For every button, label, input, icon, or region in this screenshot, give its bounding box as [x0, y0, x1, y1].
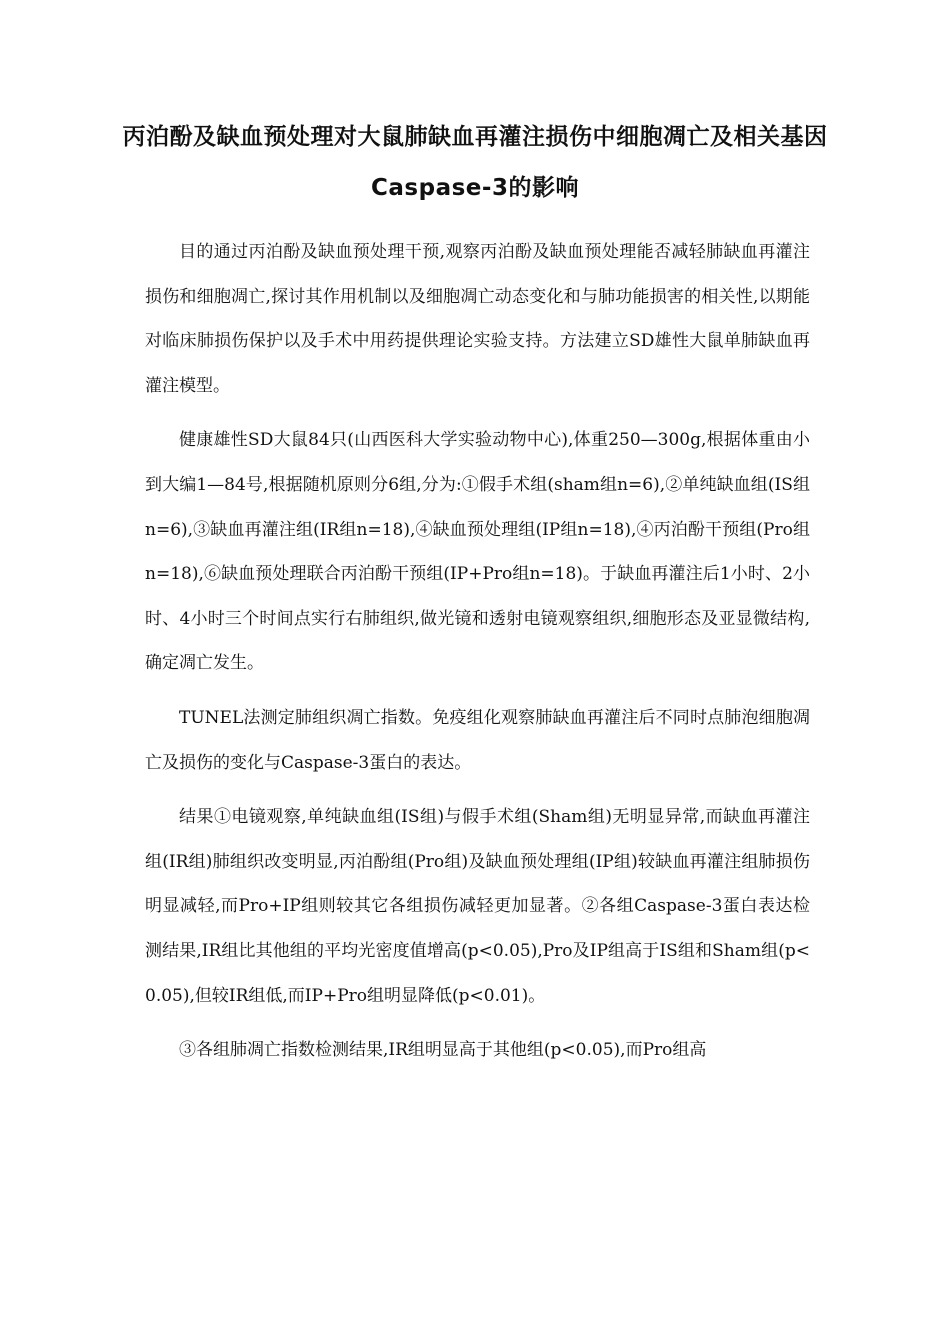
- paragraph-results: 结果①电镜观察,单纯缺血组(IS组)与假手术组(Sham组)无明显异常,而缺血再灌注组(IR组)肺组织改变明显,丙泊酚组(Pro组)及缺血预处理组(IP组)较缺血再灌注组肺损伤明显减轻,而Pro+IP组则较其它各组损伤减轻更加显著。②各组Caspase-3蛋白表达检测结果,IR组比其他组的平均光密度值增高(p<0.05),Pro及IP组高于IS组和Sham组(p<0.05),但较IR组低,而IP+Pro组明显降低(p<0.01)。: [145, 807, 811, 1006]
- paragraph-objective: 目的通过丙泊酚及缺血预处理干预,观察丙泊酚及缺血预处理能否减轻肺缺血再灌注损伤和细胞凋亡,探讨其作用机制以及细胞凋亡动态变化和与肺功能损害的相关性,以期能对临床肺损伤保护以及手术中用药提供理论实验支持。方法建立SD雄性大鼠单肺缺血再灌注模型。: [145, 242, 810, 396]
- paragraph-apoptosis-index: ③各组肺凋亡指数检测结果,IR组明显高于其他组(p<0.05),而Pro组高: [179, 1040, 707, 1061]
- document-body: [145, 230, 810, 1083]
- paragraph-grouping: 健康雄性SD大鼠84只(山西医科大学实验动物中心),体重250—300g,根据体重由小到大编1—84号,根据随机原则分6组,分为:①假手术组(sham组n=6),②单纯缺血组(IS组n=6),③缺血再灌注组(IR组n=18),④缺血预处理组(IP组n=18),④丙泊酚干预组(Pro组n=18),⑥缺血预处理联合丙泊酚干预组(IP+Pro组n=18)。于缺血再灌注后1小时、2小时、4小时三个时间点实行右肺组织,做光镜和透射电镜观察组织,细胞形态及亚显微结构,确定凋亡发生。: [145, 430, 810, 674]
- document-title: 丙泊酚及缺血预处理对大鼠肺缺血再灌注损伤中细胞凋亡及相关基因Caspase-3的影响: [122, 124, 828, 201]
- paragraph-tunel: TUNEL法测定肺组织凋亡指数。免疫组化观察肺缺血再灌注后不同时点肺泡细胞凋亡及损伤的变化与Caspase-3蛋白的表达。: [145, 707, 810, 773]
